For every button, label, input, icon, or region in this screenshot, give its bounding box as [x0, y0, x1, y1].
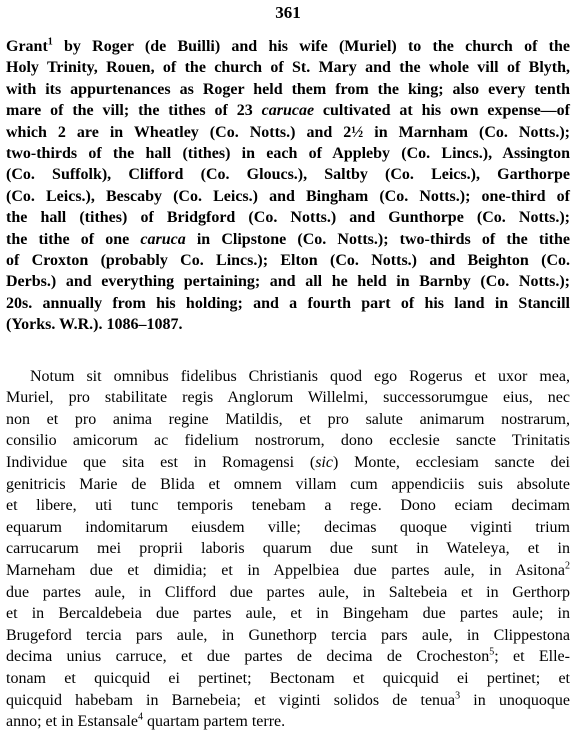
latin-line: Notum sit omnibus fidelibus Christianis quod ego Rogerus et uxor mea,: [30, 367, 570, 385]
summary-line: (Co. Suffolk), Clifford (Co. Gloucs.), Saltby (Co. Leics.), Garthorpe: [6, 166, 570, 184]
italic-term: carucae: [261, 102, 315, 120]
summary-line: which 2 are in Wheatley (Co. Notts.) and 2½ in Marnham (Co. Notts.);: [6, 123, 570, 141]
latin-line: non et pro anima regine Matildis, et pro salute animarum nostrarum,: [6, 410, 570, 428]
summary-line: 20s. annually from his holding; and a fourth part of his land in Stancill: [6, 294, 570, 312]
latin-line: Individue que sita est in Romagensi (sic) Monte, ecclesiam sancte dei: [6, 454, 570, 472]
summary-line: two-thirds of the hall (tithes) in each of Appleby (Co. Lincs.), Assington: [6, 145, 570, 163]
footnote-marker: 1: [47, 36, 53, 48]
footnote-marker: 5: [489, 647, 495, 659]
footnote-marker: 4: [137, 711, 143, 723]
latin-line: Muriel, pro stabilitate regis Anglorum Willelmi, successorumgue eius, nec: [6, 389, 570, 407]
latin-line: due partes aule, in Clifford due partes aule, in Saltebeia et in Gerthorp: [6, 583, 570, 601]
latin-line: Brugeford tercia pars aule, in Gunethorp tercia pars aule, in Clippestona: [6, 626, 570, 644]
italic-term: caruca: [140, 230, 186, 248]
latin-line: et libere, uti tunc temporis tenebam a rege. Dono eciam decimam: [6, 497, 570, 515]
latin-line: equarum indomitarum eiusdem ville; decimas quoque viginti trium: [6, 518, 570, 536]
latin-line: carrucarum mei proprii laboris quarum due sunt in Wateleya, et in: [6, 540, 570, 558]
latin-line: quicquid habebam in Barnebeia; et viginti solidos de tenua$^3$ in unoquoque: [6, 690, 571, 709]
latin-line: Marneham due et dimidia; et in Appelbiea due partes aule, in Asitona$^2$: [6, 560, 570, 580]
summary-line: Holy Trinity, Rouen, of the church of St. Mary and the whole vill of Blyth,: [6, 59, 570, 77]
latin-line: genitricis Marie de Blida et omnem villam cum appendiciis suis absolute: [6, 475, 570, 493]
footnote-marker: 3: [455, 690, 461, 702]
summary-line: (Co. Leics.), Bescaby (Co. Leics.) and Bingham (Co. Notts.); one-third of: [6, 187, 570, 205]
latin-line: tonam et quicquid ei pertinet; Bectonam et quicquid ei pertinet; et: [6, 670, 570, 687]
italic-term: sic: [315, 454, 333, 472]
summary-line: of Croxton (probably Co. Lincs.); Elton (Co. Notts.) and Beighton (Co.: [6, 252, 570, 270]
summary-line: the tithe of one caruca in Clipstone (Co. Notts.); two-thirds of the tithe: [6, 230, 570, 248]
latin-charter-text: [6, 366, 570, 733]
summary-line: mare of the vill; the tithes of 23 carucae cultivated at his own expense—of: [6, 102, 571, 120]
summary-line: Derbs.) and everything pertaining; and all he held in Barnby (Co. Notts.);: [6, 273, 570, 291]
summary-line: (Yorks. W.R.). 1086–1087.: [6, 316, 183, 334]
page-number: 361: [275, 3, 301, 22]
summary-line: the hall (tithes) of Bridgford (Co. Notts.) and Gunthorpe (Co. Notts.);: [6, 209, 570, 227]
latin-line: et in Bercaldebeia due partes aule, et in Bingeham due partes aule; in: [6, 605, 570, 623]
latin-line: anno; et in Estansale$^4$ quartam partem terre.: [6, 711, 286, 731]
latin-line: decima unius carruce, et due partes de decima de Crocheston$^5$; et Elle-: [6, 647, 570, 666]
footnote-marker: 2: [565, 560, 570, 572]
summary-line: with its appurtenances as Roger held them from the king; also every tenth: [6, 80, 570, 98]
summary-line: Grant$^1$ by Roger (de Builli) and his wife (Muriel) to the church of the: [6, 36, 570, 55]
english-summary: [6, 36, 570, 336]
latin-line: consilio amicorum ac fidelium nostrorum, dono ecclesie sancte Trinitatis: [6, 432, 570, 450]
